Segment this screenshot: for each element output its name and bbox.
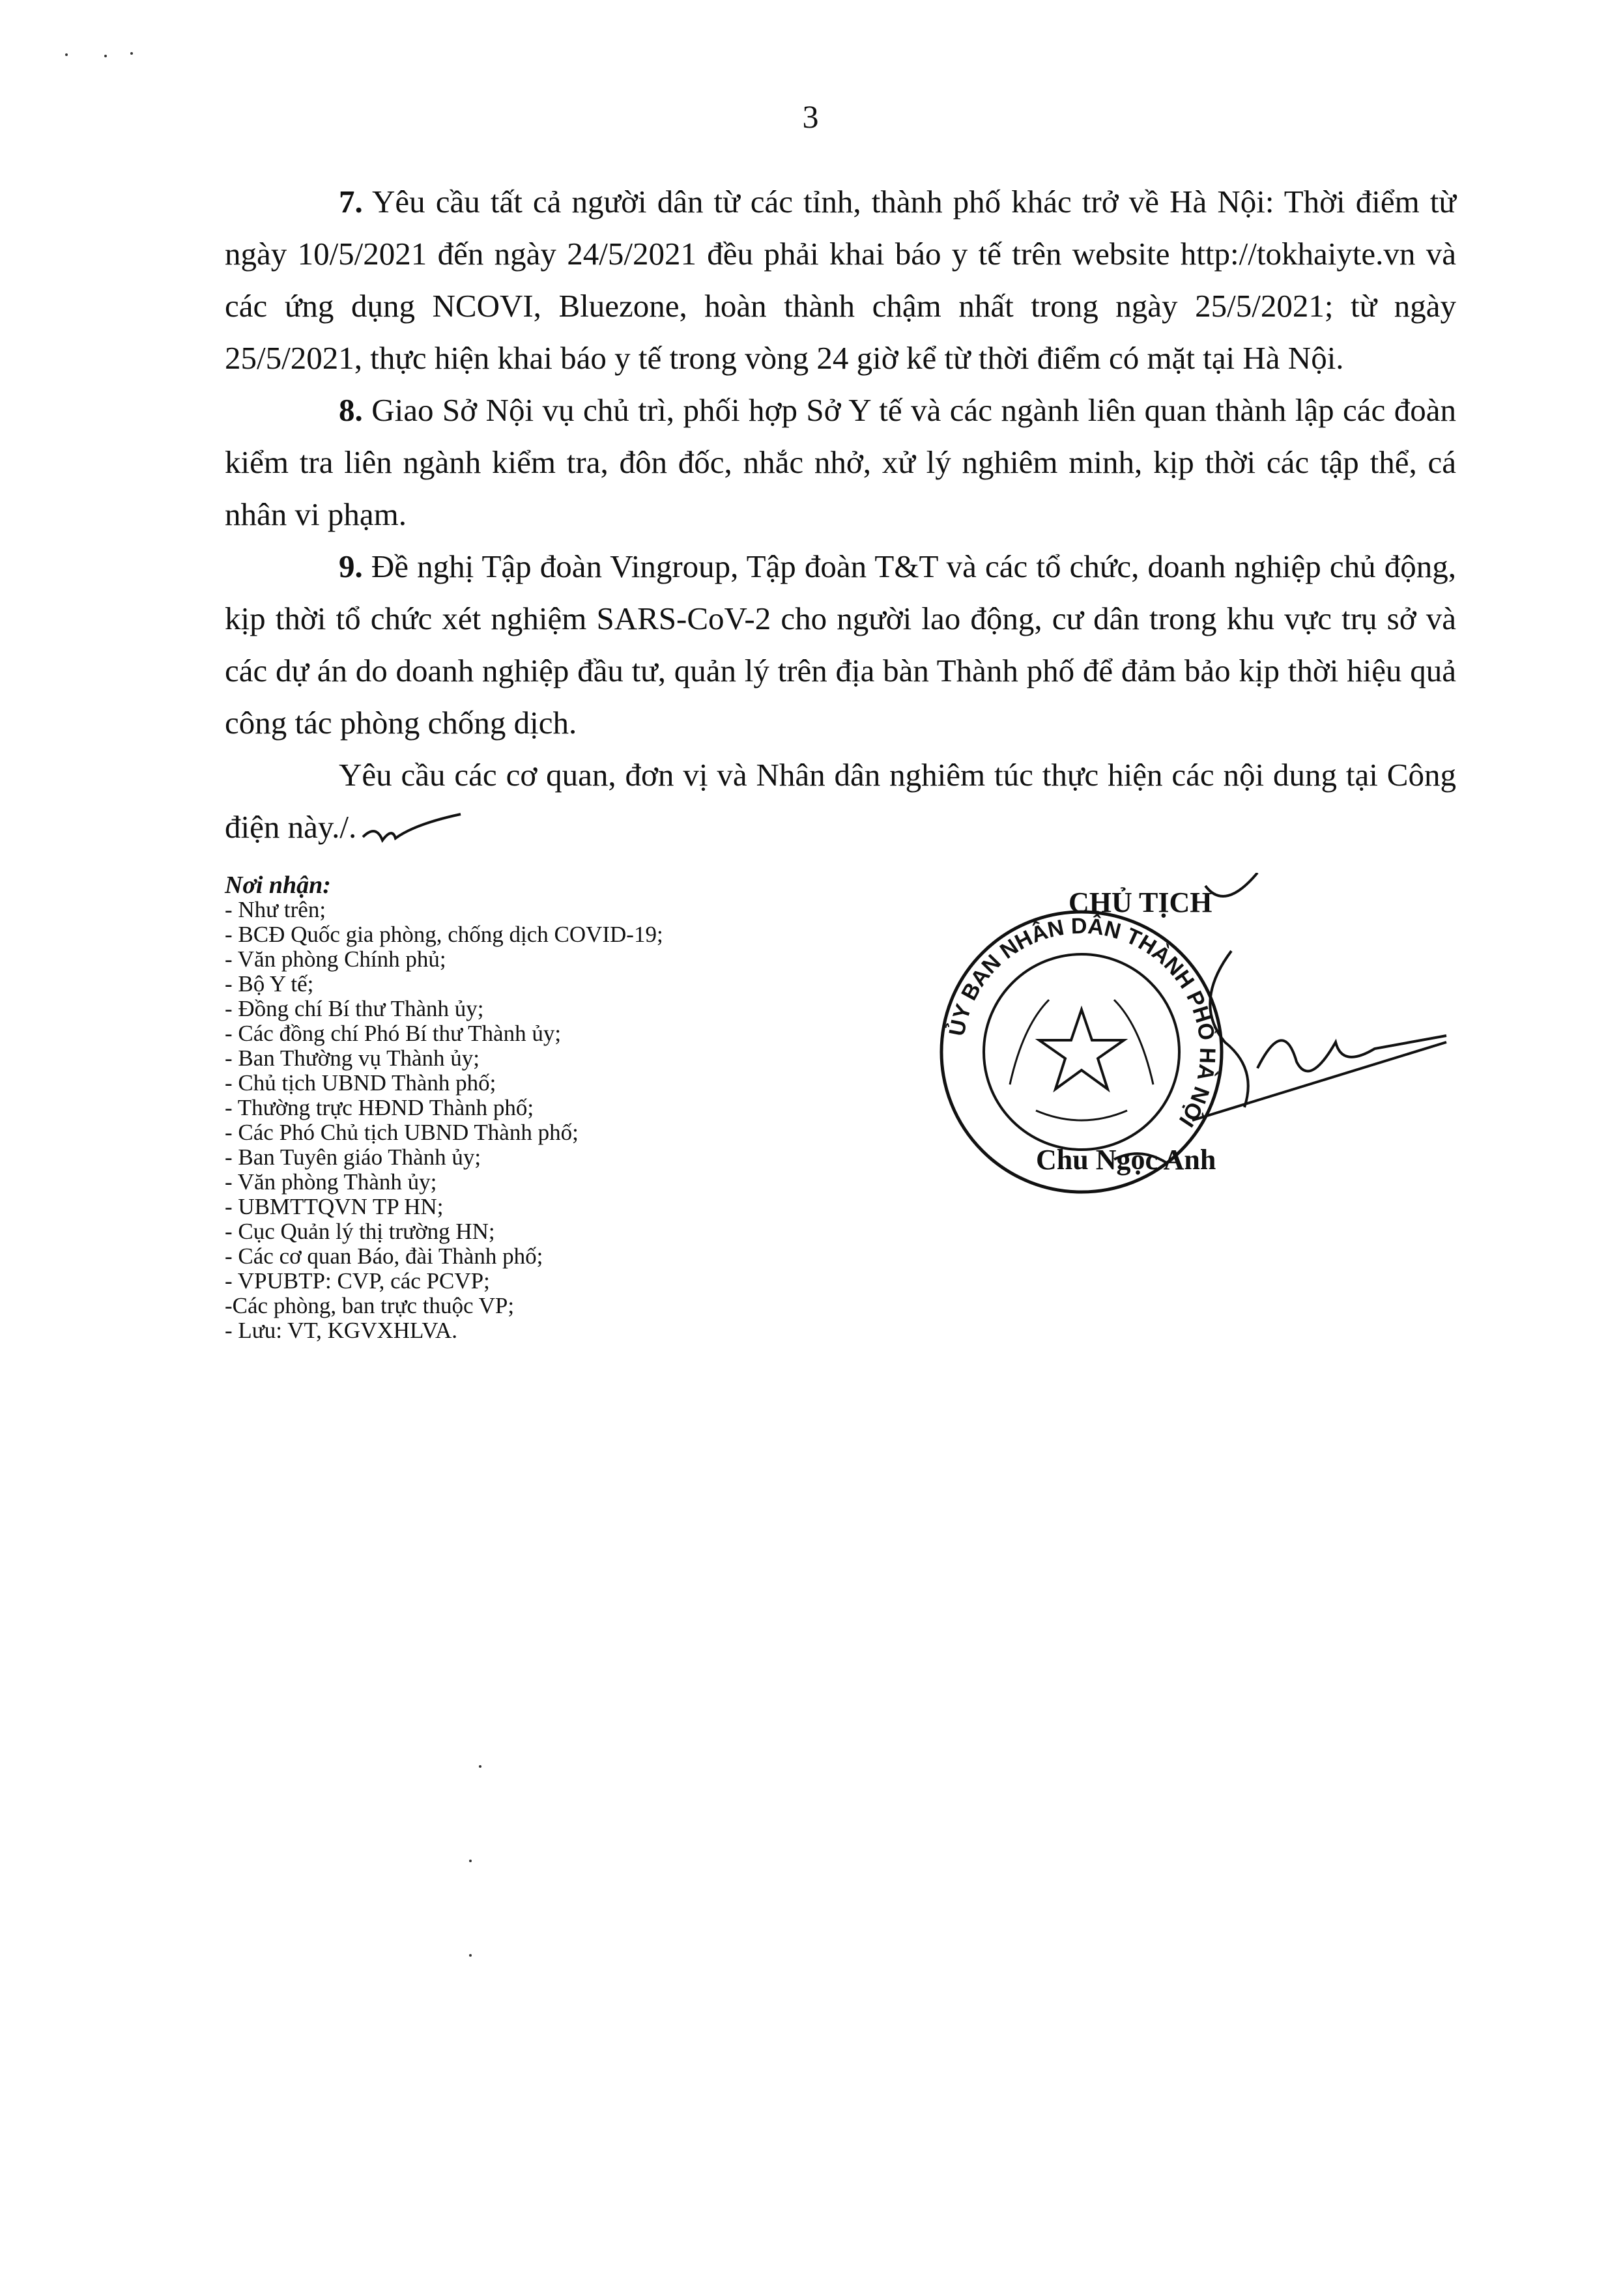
paragraph-9 [225,541,1456,749]
paragraph-text: Yêu cầu tất cả người dân từ các tỉnh, thành phố khác trở về Hà Nội: Thời điểm từ ngày 10/5/2021 đến ngày 24/5/2021 đều phải khai báo y tế trên website http://tokhaiyte.vn và các ứng dụng NCOVI, Bluezone, hoàn thành chậm nhất trong ngày 25/5/2021; từ ngày 25/5/2021, thực hiện khai báo y tế trong vòng 24 giờ kể từ thời điểm có mặt tại Hà Nội. [225,184,1456,376]
recipient-item: - Chủ tịch UBND Thành phố; [225,1070,496,1096]
paragraph-number: 8. [339,392,363,428]
paragraph-text: Đề nghị Tập đoàn Vingroup, Tập đoàn T&T và các tổ chức, doanh nghiệp chủ động, kịp thời tổ chức xét nghiệm SARS-CoV-2 cho người lao động, cư dân trong khu vực trụ sở và các dự án do doanh nghiệp đầu tư, quản lý trên địa bàn Thành phố để đảm bảo kịp thời hiệu quả công tác phòng chống dịch. [225,548,1456,741]
closing-paragraph [225,749,1456,853]
recipient-item: - Ban Tuyên giáo Thành ủy; [225,1144,481,1170]
recipient-item: - UBMTTQVN TP HN; [225,1194,444,1219]
seal-text: ỦY BAN NHÂN DÂN THÀNH PHỐ HÀ NỘI [944,913,1220,1131]
recipient-item: - Văn phòng Thành ủy; [225,1169,437,1195]
recipient-item: - BCĐ Quốc gia phòng, chống dịch COVID-19; [225,922,663,947]
recipients-heading: Nơi nhận: [225,872,331,899]
scan-speck [479,1765,481,1768]
closing-text: Yêu cầu các cơ quan, đơn vị và Nhân dân nghiêm túc thực hiện các nội dung tại Công điện này./. [225,757,1456,845]
recipient-item: - Bộ Y tế; [225,971,314,997]
document-body [225,176,1456,853]
recipient-item: - Thường trực HĐND Thành phố; [225,1095,534,1120]
paragraph-number: 7. [339,184,363,220]
recipient-item: - Cục Quản lý thị trường HN; [225,1219,495,1244]
recipient-item: - Các Phó Chủ tịch UBND Thành phố; [225,1120,579,1145]
paragraph-7 [225,176,1456,384]
initial-mark [356,811,467,850]
recipient-item: - Đồng chí Bí thư Thành ủy; [225,996,484,1021]
scan-speck [469,1860,472,1862]
scan-speck [130,52,133,55]
recipient-item: - Các đồng chí Phó Bí thư Thành ủy; [225,1021,562,1046]
paragraph-8 [225,384,1456,541]
scan-speck [104,55,107,57]
page-number: 3 [802,98,819,135]
handwritten-signature [919,873,1453,1238]
recipients-block [225,873,876,1343]
recipient-item: - Như trên; [225,897,326,922]
recipient-item: - Lưu: VT, KGVXHLVA. [225,1318,457,1343]
recipient-list [225,898,876,1343]
recipient-item: - Ban Thường vụ Thành ủy; [225,1045,480,1071]
scan-speck [65,53,68,56]
paragraph-number: 9. [339,548,363,584]
recipient-item: -Các phòng, ban trực thuộc VP; [225,1293,515,1318]
recipient-item: - Các cơ quan Báo, đài Thành phố; [225,1243,543,1269]
signature-block [919,873,1453,1238]
recipient-item: - Văn phòng Chính phủ; [225,946,446,972]
paragraph-text: Giao Sở Nội vụ chủ trì, phối hợp Sở Y tế và các ngành liên quan thành lập các đoàn kiểm tra liên ngành kiểm tra, đôn đốc, nhắc nhở, xử lý nghiêm minh, kịp thời các tập thể, cá nhân vi phạm. [225,392,1456,532]
signer-name: Chu Ngọc Anh [1036,1144,1216,1176]
recipient-item: - VPUBTP: CVP, các PCVP; [225,1268,490,1294]
scan-speck [469,1954,472,1957]
signer-title: CHỦ TỊCH [1069,886,1212,918]
